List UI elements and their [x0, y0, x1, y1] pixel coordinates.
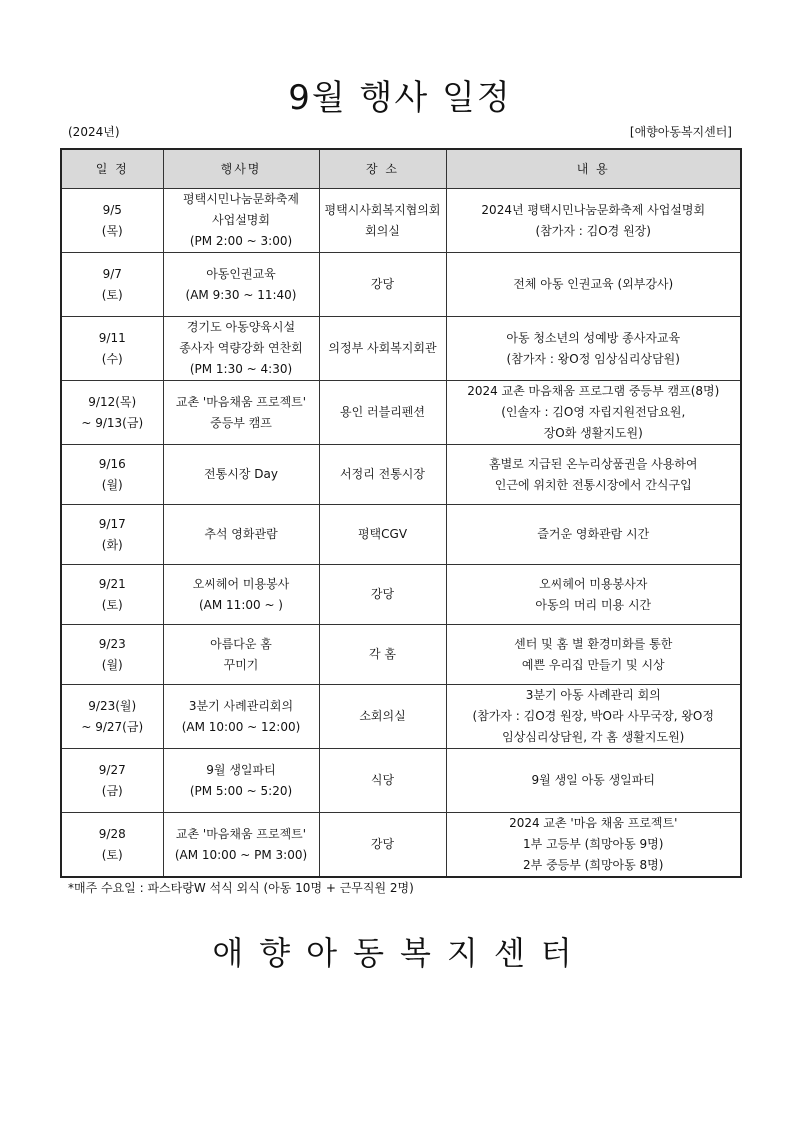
date-cell-line: 9/28 [98, 826, 126, 841]
place-cell-line: 강당 [370, 277, 395, 291]
event-cell [163, 505, 319, 565]
content-cell [446, 381, 741, 445]
content-cell-line: 전체 아동 인권교육 (외부강사) [513, 277, 674, 291]
date-cell [61, 317, 163, 381]
place-cell-line: 회의실 [365, 223, 400, 238]
place-cell [319, 253, 446, 317]
place-cell-line: 강당 [370, 837, 395, 851]
content-cell [446, 685, 741, 749]
content-cell-line: 오씨헤어 미용봉사자 [539, 576, 648, 591]
date-cell [61, 685, 163, 749]
table-row [61, 685, 741, 749]
event-cell-line: 추석 영화관람 [204, 527, 278, 541]
header-date: 일 정 [61, 149, 163, 189]
content-cell-line: 1부 고등부 (희망아동 9명) [523, 837, 664, 851]
schedule-body [61, 189, 741, 878]
event-cell-line: 교촌 '마음채움 프로젝트' [175, 826, 307, 841]
date-cell [61, 189, 163, 253]
content-cell-line: (참가자 : 김O경 원장) [535, 223, 651, 238]
place-cell [319, 749, 446, 813]
content-cell [446, 445, 741, 505]
date-cell-line: 9/16 [98, 456, 126, 471]
event-cell-line: 아름다운 홈 [210, 636, 272, 651]
place-cell-line: 식당 [370, 773, 395, 787]
event-cell [163, 445, 319, 505]
date-cell-line: (토) [101, 287, 123, 302]
table-row [61, 813, 741, 878]
date-cell-line: 9/11 [98, 330, 126, 345]
date-cell-line: 9/21 [98, 576, 126, 591]
event-cell [163, 317, 319, 381]
place-cell [319, 317, 446, 381]
date-cell-line: 9/12(목) [88, 394, 137, 409]
date-cell-line: (목) [101, 223, 123, 238]
content-cell-line: 아동의 머리 미용 시간 [535, 597, 652, 612]
date-cell [61, 445, 163, 505]
date-cell [61, 813, 163, 878]
content-cell-line: (인솔자 : 김O영 자립지원전담요원, [501, 405, 686, 419]
content-cell-line: 아동 청소년의 성예방 종사자교육 [506, 330, 681, 345]
footnote: *매주 수요일 : 파스타랑W 석식 외식 (아동 10명 + 근무직원 2명) [68, 881, 414, 895]
date-cell-line: 9/7 [102, 266, 122, 281]
organization-footer: 애향아동복지센터 [212, 934, 588, 972]
table-row [61, 253, 741, 317]
content-cell-line: 9월 생일 아동 생일파티 [531, 773, 655, 787]
content-cell [446, 813, 741, 878]
content-cell [446, 505, 741, 565]
table-row [61, 317, 741, 381]
event-cell [163, 625, 319, 685]
date-cell [61, 625, 163, 685]
date-cell-line: 9/17 [98, 516, 126, 531]
table-header-row [61, 149, 741, 189]
content-cell-line: 2024 교촌 마음채움 프로그램 중등부 캠프(8명) [467, 384, 720, 398]
content-cell-line: 인근에 위치한 전통시장에서 간식구입 [494, 477, 692, 492]
event-cell-line: 평택시민나눔문화축제 [183, 192, 299, 206]
place-cell-line: 용인 러블리펜션 [340, 405, 425, 419]
date-cell [61, 381, 163, 445]
date-cell-line: 9/23(월) [88, 698, 137, 713]
event-cell-line: 3분기 사례관리회의 [188, 698, 294, 713]
place-cell [319, 445, 446, 505]
table-row [61, 749, 741, 813]
content-cell [446, 317, 741, 381]
date-cell-line: 9/27 [98, 762, 126, 777]
content-cell-line: 3분기 아동 사례관리 회의 [525, 688, 661, 702]
content-cell [446, 625, 741, 685]
event-cell-line: 오씨헤어 미용봉사 [192, 576, 290, 591]
event-cell [163, 253, 319, 317]
event-cell-line: 9월 생일파티 [206, 762, 276, 777]
date-cell-line: (월) [101, 477, 123, 492]
event-cell [163, 813, 319, 878]
date-cell-line: 9/23 [98, 636, 126, 651]
event-cell-line: (PM 2:00 ~ 3:00) [189, 234, 293, 248]
table-row [61, 381, 741, 445]
place-cell-line: 평택CGV [357, 527, 408, 541]
date-cell-line: ~ 9/13(금) [81, 415, 144, 430]
content-cell-line: 2부 중등부 (희망아동 8명) [523, 858, 664, 872]
place-cell-line: 평택시사회복지협의회 [324, 202, 441, 217]
event-cell-line: 교촌 '마음채움 프로젝트' [175, 394, 307, 409]
place-cell-line: 각 홈 [369, 647, 396, 661]
content-cell-line: 2024년 평택시민나눔문화축제 사업설명회 [481, 202, 706, 217]
event-cell-line: (PM 5:00 ~ 5:20) [189, 783, 293, 798]
place-cell [319, 381, 446, 445]
place-cell [319, 685, 446, 749]
event-cell [163, 565, 319, 625]
date-cell-line: (화) [101, 537, 123, 552]
date-cell [61, 749, 163, 813]
content-cell-line: 2024 교촌 '마음 채움 프로젝트' [509, 816, 678, 830]
content-cell [446, 749, 741, 813]
event-cell-line: 꾸미기 [223, 657, 259, 672]
place-cell-line: 강당 [370, 587, 395, 601]
date-cell-line: (월) [101, 657, 123, 672]
place-cell-line: 소회의실 [359, 709, 406, 723]
header-place: 장 소 [319, 149, 446, 189]
content-cell-line: (참가자 : 김O경 원장, 박O라 사무국장, 왕O정 [472, 709, 714, 723]
date-cell-line: (금) [101, 783, 123, 798]
date-cell-line: ~ 9/27(금) [81, 719, 144, 734]
table-row [61, 505, 741, 565]
event-cell-line: (AM 10:00 ~ 12:00) [181, 719, 301, 734]
event-cell [163, 685, 319, 749]
date-cell [61, 253, 163, 317]
content-cell-line: 즐거운 영화관람 시간 [537, 527, 650, 541]
event-cell [163, 381, 319, 445]
event-cell-line: (PM 1:30 ~ 4:30) [189, 362, 293, 376]
place-cell [319, 505, 446, 565]
content-cell-line: 센터 및 홈 별 환경미화를 통한 [514, 636, 673, 651]
place-cell-line: 서정리 전통시장 [340, 467, 425, 481]
event-cell-line: 종사자 역량강화 연찬회 [179, 341, 303, 355]
document-title: 9월 행사 일정 [288, 78, 512, 118]
place-cell [319, 625, 446, 685]
organization-tag: [애향아동복지센터] [629, 125, 732, 139]
place-cell [319, 189, 446, 253]
event-cell-line: 아동인권교육 [206, 266, 276, 281]
content-cell [446, 189, 741, 253]
content-cell-line: 장O화 생활지도원) [543, 426, 643, 440]
table-row [61, 565, 741, 625]
content-cell-line: 홈별로 지급된 온누리상품권을 사용하여 [488, 456, 698, 471]
schedule-table [60, 148, 742, 878]
event-cell-line: (AM 9:30 ~ 11:40) [185, 287, 297, 302]
content-cell [446, 565, 741, 625]
table-row [61, 625, 741, 685]
table-row [61, 189, 741, 253]
date-cell-line: (토) [101, 847, 123, 862]
date-cell [61, 505, 163, 565]
event-cell [163, 189, 319, 253]
date-cell-line: (토) [101, 597, 123, 612]
event-cell-line: 사업설명회 [212, 213, 270, 227]
event-cell-line: (AM 10:00 ~ PM 3:00) [174, 847, 308, 862]
event-cell-line: 경기도 아동양육시설 [186, 320, 296, 334]
place-cell [319, 813, 446, 878]
place-cell [319, 565, 446, 625]
header-event: 행사명 [163, 149, 319, 189]
content-cell [446, 253, 741, 317]
year-label: (2024년) [68, 125, 120, 139]
table-row [61, 445, 741, 505]
content-cell-line: 예쁜 우리집 만들기 및 시상 [521, 657, 665, 672]
event-cell-line: (AM 11:00 ~ ) [198, 597, 283, 612]
event-cell [163, 749, 319, 813]
event-cell-line: 전통시장 Day [204, 467, 278, 481]
content-cell-line: 임상심리상담원, 각 홈 생활지도원) [502, 730, 685, 744]
content-cell-line: (참가자 : 왕O정 임상심리상담원) [506, 351, 680, 366]
header-content: 내 용 [446, 149, 741, 189]
date-cell-line: (수) [101, 351, 123, 366]
event-cell-line: 중등부 캠프 [210, 415, 272, 430]
date-cell [61, 565, 163, 625]
place-cell-line: 의정부 사회복지회관 [328, 341, 437, 355]
date-cell-line: 9/5 [102, 202, 122, 217]
